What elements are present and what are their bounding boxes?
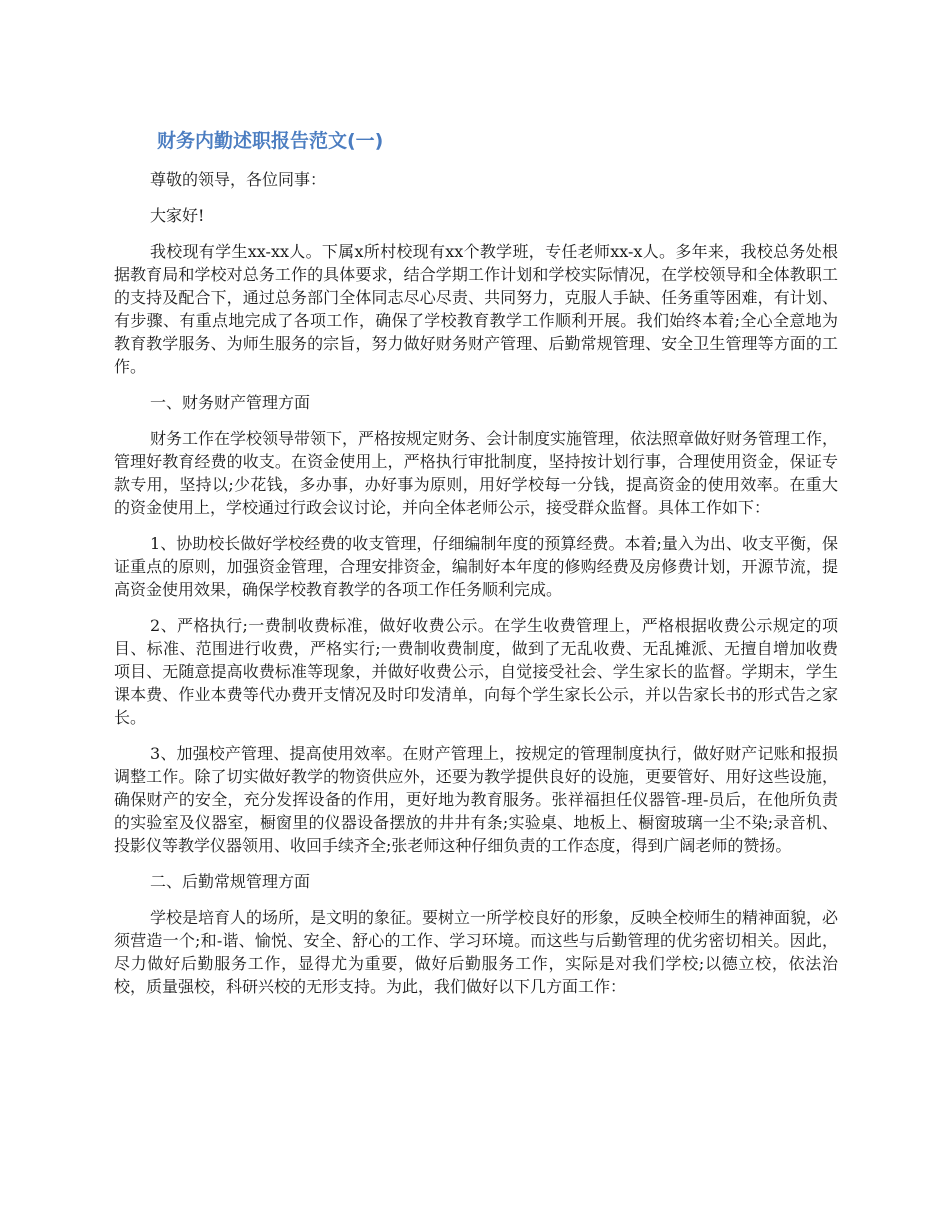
document-body bbox=[114, 168, 838, 1011]
salutation: 尊敬的领导，各位同事： bbox=[150, 170, 327, 189]
section-heading-finance: 一、财务财产管理方面 bbox=[150, 393, 311, 412]
finance-paragraph: 财务工作在学校领导带领下，严格按规定财务、会计制度实施管理，依法照章做好财务管理工作，管理好教育经费的收支。在资金使用上，严格执行审批制度，坚持按计划行事，合理使用资金，保证专款专用，坚持以;少花钱，多办事，办好事为原则，用好学校每一分钱，提高资金的使用效率。在重大的资金使用上，学校通过行政会议讨论，并向全体老师公示，接受群众监督。具体工作如下： bbox=[114, 429, 839, 517]
logistics-paragraph: 学校是培育人的场所，是文明的象征。要树立一所学校良好的形象，反映全校师生的精神面貌，必须营造一个;和-谐、愉悦、安全、舒心的工作、学习环境。而这些与后勤管理的优劣密切相关。因此，尽力做好后勤服务工作，显得尤为重要，做好后勤服务工作，实际是对我们学校;以德立校，依法治校，质量强校，科研兴校的无形支持。为此，我们做好以下几方面工作： bbox=[114, 908, 839, 996]
finance-item-2: 2、严格执行;一费制收费标准，做好收费公示。在学生收费管理上，严格根据收费公示规定的项目、标准、范围进行收费，严格实行;一费制收费制度，做到了无乱收费、无乱摊派、无擅自增加收费项目、无随意提高收费标准等现象，并做好收费公示，自觉接受社会、学生家长的监督。学期末，学生课本费、作业本费等代办费开支情况及时印发清单，向每个学生家长公示，并以告家长书的形式告之家长。 bbox=[114, 616, 838, 727]
intro-paragraph: 我校现有学生xx-xx人。下属x所村校现有xx个教学班，专任老师xx-x人。多年来，我校总务处根据教育局和学校对总务工作的具体要求，结合学期工作计划和学校实际情况，在学校领导和全体教职工的支持及配合下，通过总务部门全体同志尽心尽责、共同努力，克服人手缺、任务重等困难，有计划、有步骤、有重点地完成了各项工作，确保了学校教育教学工作顺利开展。我们始终本着;全心全意地为教育教学服务、为师生服务的宗旨，努力做好财务财产管理、后勤常规管理、安全卫生管理等方面的工作。 bbox=[114, 242, 838, 376]
document-title: 财务内勤述职报告范文(一) bbox=[157, 130, 384, 152]
section-heading-logistics: 二、后勤常规管理方面 bbox=[150, 872, 311, 891]
greeting: 大家好! bbox=[150, 206, 205, 225]
finance-item-3: 3、加强校产管理、提高使用效率。在财产管理上，按规定的管理制度执行，做好财产记账和报损调整工作。除了切实做好教学的物资供应外，还要为教学提供良好的设施，更要管好、用好这些设施，确保财产的安全，充分发挥设备的作用，更好地为教育服务。张祥福担任仪器管-理-员后，在他所负责的实验室及仪器室，橱窗里的仪器设备摆放的井井有条;实验桌、地板上、橱窗玻璃一尘不染;录音机、投影仪等教学仪器领用、收回手续齐全;张老师这种仔细负责的工作态度，得到广阔老师的赞扬。 bbox=[114, 744, 838, 855]
finance-item-1: 1、协助校长做好学校经费的收支管理，仔细编制年度的预算经费。本着;量入为出、收支平衡，保证重点的原则，加强资金管理，合理安排资金，编制好本年度的修购经费及房修费计划，开源节流，提高资金使用效果，确保学校教育教学的各项工作任务顺利完成。 bbox=[114, 534, 838, 599]
